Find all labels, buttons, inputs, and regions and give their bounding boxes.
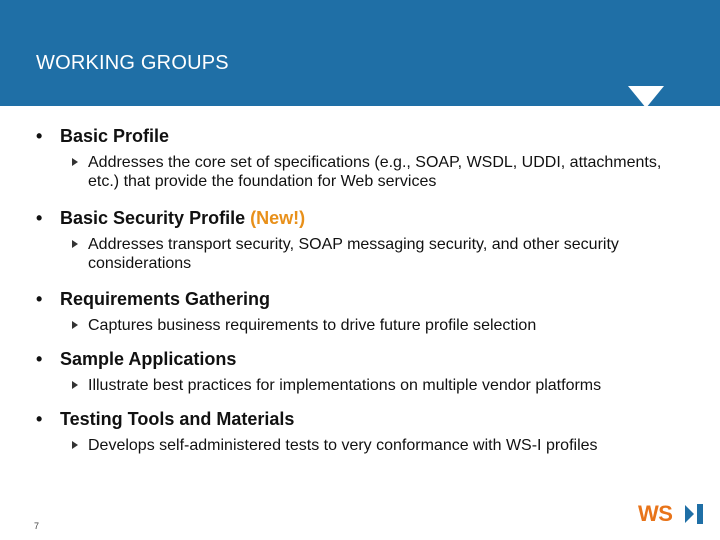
bullet-icon: •: [36, 208, 43, 228]
bullet-detail: [88, 153, 668, 191]
bullet-heading: [36, 288, 696, 310]
bullet-title: Basic Profile: [60, 126, 170, 146]
bullet-heading: [36, 348, 696, 370]
arrow-right-icon: [72, 158, 78, 166]
list-item: [36, 408, 696, 455]
bullet-detail: [88, 436, 668, 455]
bullet-icon: •: [36, 126, 43, 146]
ws-i-logo: [638, 501, 708, 527]
bullet-title: Sample Applications: [60, 349, 237, 369]
bullet-icon: •: [36, 289, 43, 309]
page-title: WORKING GROUPS: [36, 52, 229, 74]
detail-text: Illustrate best practices for implementations on multiple vendor platforms: [88, 377, 602, 394]
detail-text: Captures business requirements to drive future profile selection: [88, 317, 537, 334]
bullet-title: Basic Security Profile: [60, 208, 246, 228]
arrow-right-icon: [72, 240, 78, 248]
logo-text: WS: [638, 501, 673, 526]
arrow-right-icon: [72, 441, 78, 449]
bullet-detail: [88, 316, 668, 335]
arrow-right-icon: [72, 321, 78, 329]
arrow-right-icon: [72, 381, 78, 389]
bullet-heading: [36, 125, 696, 147]
detail-text: Develops self-administered tests to very conformance with WS-I profiles: [88, 437, 598, 454]
bullet-detail: [88, 235, 668, 273]
logo-triangle-icon: [685, 505, 694, 523]
bullet-heading: [36, 408, 696, 430]
list-item: [36, 288, 696, 335]
list-item: [36, 125, 696, 191]
bullet-icon: •: [36, 409, 43, 429]
logo-bar-icon: [697, 504, 703, 524]
bullet-icon: •: [36, 349, 43, 369]
bullet-detail: [88, 376, 668, 395]
new-badge: (New!): [250, 208, 306, 228]
detail-text: Addresses the core set of specifications (e.g., SOAP, WSDL, UDDI, attachments, etc.) that provide the foundation for Web services: [88, 154, 662, 190]
page-number: 7: [34, 521, 40, 531]
bullet-title: Requirements Gathering: [60, 289, 271, 309]
list-item: [36, 348, 696, 395]
list-item: [36, 207, 696, 273]
detail-text: Addresses transport security, SOAP messaging security, and other security considerations: [88, 236, 619, 272]
bullet-heading: [36, 207, 696, 229]
bullet-title: Testing Tools and Materials: [60, 409, 295, 429]
